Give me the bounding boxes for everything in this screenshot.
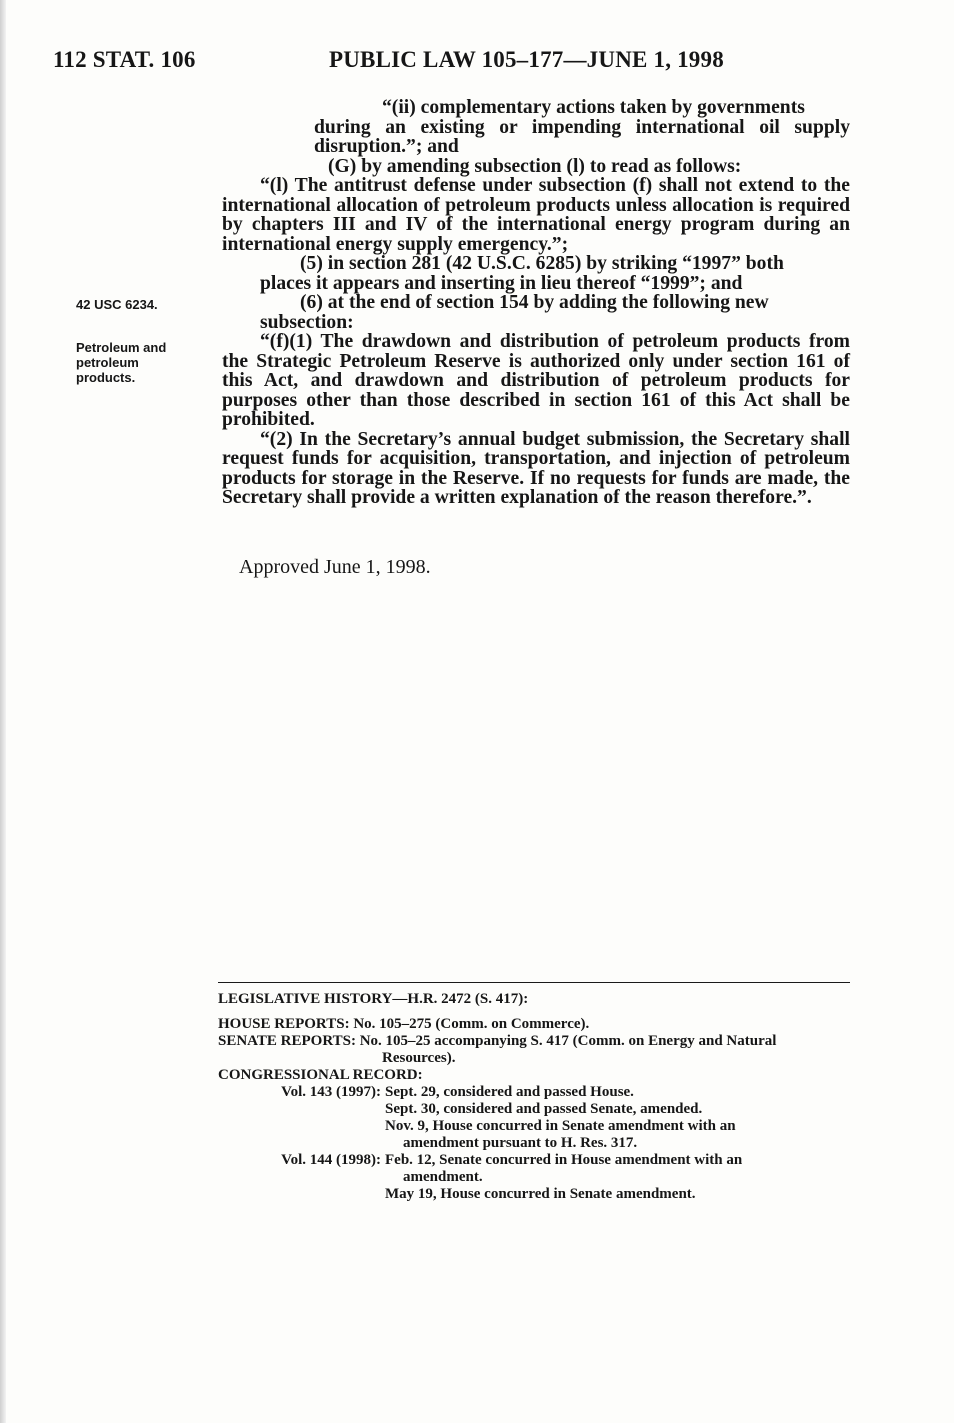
vol-143-item-3-cont: amendment pursuant to H. Res. 317. bbox=[403, 1135, 638, 1151]
vol-144-item-1: Feb. 12, Senate concurred in House amendment with an bbox=[385, 1152, 743, 1168]
paragraph-ii-continued: during an existing or impending international oil supply disruption.”; and bbox=[314, 116, 850, 157]
vol-143-label: Vol. 143 (1997): bbox=[281, 1084, 381, 1100]
margin-note-petroleum: Petroleum and petroleum products. bbox=[76, 340, 167, 385]
paragraph-5-first: (5) in section 281 (42 U.S.C. 6285) by striking “1997” both bbox=[300, 253, 784, 274]
congressional-record: CONGRESSIONAL RECORD: bbox=[218, 1067, 423, 1083]
vol-143-row bbox=[218, 1084, 850, 1101]
vol-144-item-1-cont: amendment. bbox=[403, 1169, 483, 1185]
vol-144-label: Vol. 144 (1998): bbox=[281, 1152, 381, 1168]
vol-143-item-1: Sept. 29, considered and passed House. bbox=[385, 1084, 634, 1100]
senate-reports: SENATE REPORTS: No. 105–25 accompanying S. 417 (Comm. on Energy and Natural Resources). bbox=[218, 1033, 777, 1066]
history-title: LEGISLATIVE HISTORY—H.R. 2472 (S. 417): bbox=[218, 991, 529, 1007]
paragraph-g: (G) by amending subsection (l) to read as follows: bbox=[328, 155, 742, 177]
paragraph-5-rest: places it appears and inserting in lieu thereof “1999”; and bbox=[260, 272, 743, 294]
paragraph-f1: “(f)(1) The drawdown and distribution of petroleum products from the Strategic Petroleum Reserve is authorized only under section 161 of this Act, and drawdown and distribution of petroleum products for purposes other than those described in section 161 of this Act shall be prohibited. bbox=[222, 331, 850, 430]
margin-note-usc: 42 USC 6234. bbox=[76, 297, 158, 312]
house-reports: HOUSE REPORTS: No. 105–275 (Comm. on Commerce). bbox=[218, 1016, 590, 1032]
vol-143-item-3: Nov. 9, House concurred in Senate amendment with an bbox=[385, 1118, 736, 1134]
page-edge bbox=[0, 0, 6, 1423]
vol-143-item-2: Sept. 30, considered and passed Senate, amended. bbox=[385, 1101, 703, 1117]
paragraph-6-first: (6) at the end of section 154 by adding the following new bbox=[300, 292, 769, 313]
paragraph-6-rest: subsection: bbox=[260, 311, 354, 333]
stat-page-number: 112 STAT. 106 bbox=[53, 47, 196, 72]
vol-144-row bbox=[218, 1152, 850, 1169]
paragraph-ii: “(ii) complementary actions taken by governments bbox=[382, 97, 805, 118]
paragraph-l: “(l) The antitrust defense under subsection (f) shall not extend to the international allocation of petroleum products unless allocation is required by chapters III and IV of the international energy program during an international energy supply emergency.”; bbox=[222, 175, 850, 255]
public-law-title: PUBLIC LAW 105–177—JUNE 1, 1998 bbox=[329, 47, 724, 72]
paragraph-f2: “(2) In the Secretary’s annual budget submission, the Secretary shall request funds for acquisition, transportation, and injection of petroleum products for storage in the Reserve. If no requests for funds are made, the Secretary shall provide a written explanation of the reason therefore.”. bbox=[222, 428, 850, 508]
approval-date: Approved June 1, 1998. bbox=[239, 556, 431, 578]
legislative-history bbox=[218, 982, 850, 1203]
law-body bbox=[222, 98, 850, 508]
paragraph-6 bbox=[222, 293, 850, 332]
vol-144-item-2: May 19, House concurred in Senate amendment. bbox=[385, 1186, 696, 1202]
paragraph-5 bbox=[222, 254, 850, 293]
history-rule bbox=[218, 982, 850, 983]
